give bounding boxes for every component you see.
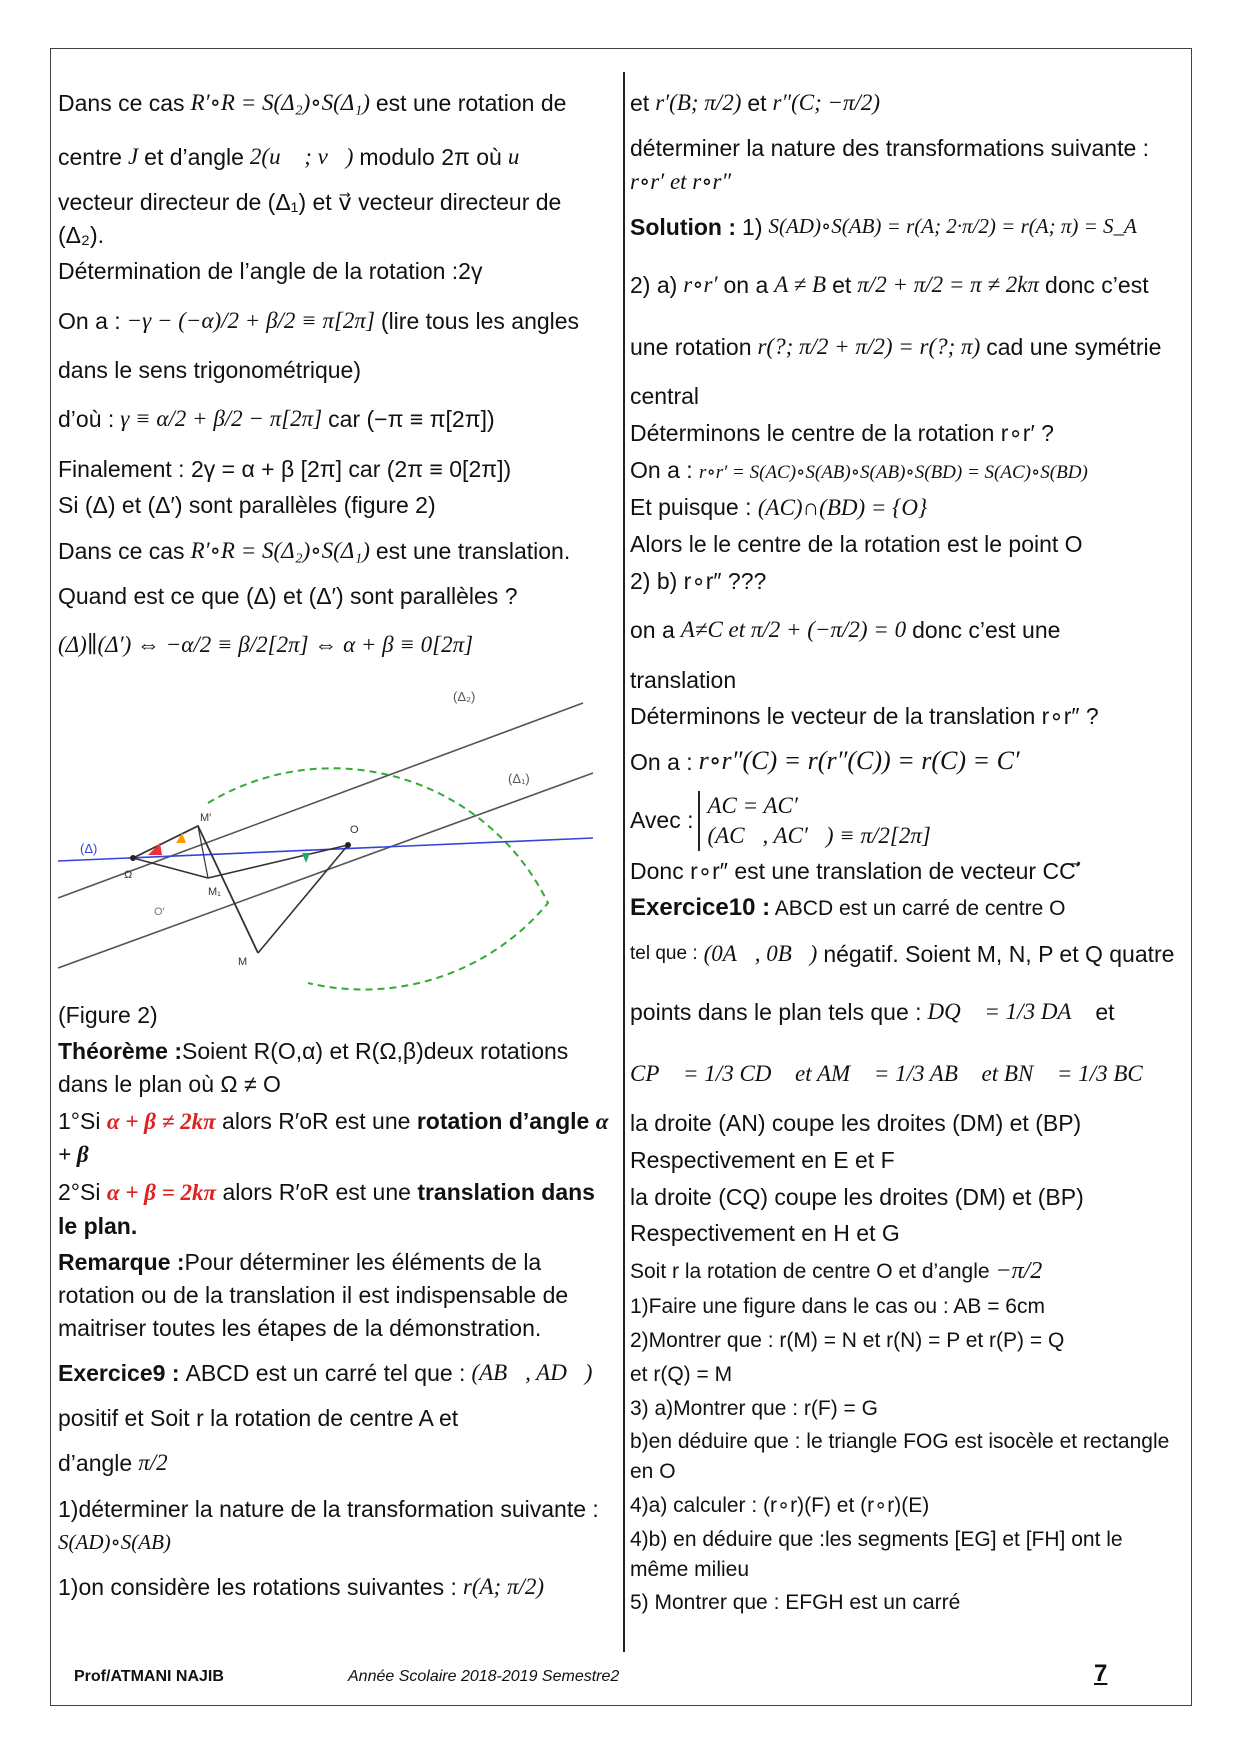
text: Et puisque : bbox=[630, 493, 758, 520]
left-p11: Quand est ce que (Δ) et (Δ′) sont parallèles ? bbox=[58, 582, 518, 609]
point-omega bbox=[130, 855, 136, 861]
text: alors R′oR est une bbox=[216, 1178, 418, 1205]
segment-m1-o bbox=[208, 845, 348, 878]
text: une rotation bbox=[630, 333, 752, 360]
text: et bbox=[832, 271, 852, 298]
math: −π/2 bbox=[995, 1258, 1043, 1285]
exercise9-p3 bbox=[58, 1439, 613, 1489]
exercise10-t8: Respectivement en H et G bbox=[630, 1220, 900, 1247]
math: (AC⃗, AC′⃗) ≡ π/2[2π] bbox=[707, 822, 931, 848]
text: 1) bbox=[742, 213, 763, 240]
sol-2a bbox=[630, 256, 1186, 314]
exercise10-q3: 3) a)Montrer que : r(F) = G bbox=[630, 1396, 878, 1420]
text: tel que : bbox=[630, 942, 698, 964]
text: (lire tous les angles bbox=[380, 307, 580, 334]
left-p4: Détermination de l’angle de la rotation :2γ bbox=[58, 258, 483, 285]
figure-2 bbox=[58, 683, 613, 993]
theorem-text: Soient R(O,α) et R(Ω,β)deux rotations dans le plan où Ω ≠ O bbox=[58, 1038, 569, 1097]
left-p6: dans le sens trigonométrique) bbox=[58, 356, 361, 383]
text: déterminer la nature des transformations suivante : bbox=[630, 135, 1150, 161]
solution-title: Solution : bbox=[630, 213, 737, 240]
text: est une translation. bbox=[375, 537, 571, 564]
left-column bbox=[58, 78, 613, 1616]
text: d’où : bbox=[58, 406, 115, 433]
text: On a : bbox=[58, 307, 121, 334]
math: S(AD)∘S(AB) bbox=[58, 1530, 171, 1555]
left-p7 bbox=[58, 391, 613, 449]
fig-caption: (Figure 2) bbox=[58, 1001, 158, 1028]
text: 2) a) bbox=[630, 271, 678, 298]
text: on a bbox=[630, 617, 675, 644]
point-o bbox=[345, 842, 351, 848]
text: 2°Si bbox=[58, 1178, 107, 1205]
theorem-case-1 bbox=[58, 1105, 613, 1172]
exercise10-t3 bbox=[630, 983, 1186, 1041]
exercise9-title: Exercice9 : bbox=[58, 1359, 180, 1386]
remark-title: Remarque : bbox=[58, 1249, 185, 1276]
exercise10-t9 bbox=[630, 1254, 1186, 1288]
sol-2a-2 bbox=[630, 318, 1186, 376]
segment-o-m bbox=[258, 845, 348, 953]
exercise10-t4: CP⃗ = 1/3 CD⃗ et AM⃗ = 1/3 AB⃗ et BN⃗ = 1/3 BC⃗ bbox=[630, 1061, 1161, 1087]
line-delta1 bbox=[58, 770, 593, 968]
text: donc c’est une bbox=[912, 617, 1061, 644]
math: S(AD)∘S(AB) = r(A; 2·π/2) = r(A; π) = S_A bbox=[768, 214, 1137, 239]
math: r∘r′ bbox=[683, 271, 718, 297]
math: u⃗ bbox=[507, 143, 538, 169]
text: ABCD est un carré de centre O bbox=[770, 897, 1066, 921]
system-brace bbox=[698, 791, 931, 851]
left-p10 bbox=[58, 526, 613, 576]
text: On a : bbox=[630, 456, 700, 483]
angle: α + β bbox=[58, 1108, 609, 1168]
text: on a bbox=[723, 271, 769, 298]
sol-2a-3: central bbox=[630, 383, 700, 410]
exercise10-t7: la droite (CQ) coupe les droites (DM) et (BP) bbox=[630, 1183, 1084, 1210]
remark bbox=[58, 1246, 613, 1344]
puisque bbox=[630, 491, 1186, 525]
label-o: O bbox=[350, 823, 359, 836]
label-m1: M₁ bbox=[208, 885, 221, 898]
math: r(A; π/2) bbox=[462, 1573, 545, 1599]
label-m: M bbox=[238, 955, 248, 968]
math: r″(C; −π/2) bbox=[772, 89, 881, 115]
det1: Déterminons le centre de la rotation r∘r′ ? bbox=[630, 419, 1054, 446]
donc: Donc r∘r″ est une translation de vecteur CC′⃗ bbox=[630, 857, 1081, 884]
text: On a : bbox=[630, 748, 693, 775]
label-omega: Ω bbox=[124, 868, 133, 881]
math: A≠C et π/2 + (−π/2) = 0 bbox=[680, 617, 907, 643]
math-composition: R′∘R = S(Δ₂)∘S(Δ₁) bbox=[190, 89, 370, 115]
condition: α + β = 2kπ bbox=[106, 1179, 217, 1205]
bold-text: translation dans le plan. bbox=[58, 1178, 595, 1239]
bold-text: rotation d’angle bbox=[416, 1107, 596, 1134]
exercise9-p2: positif et Soit r la rotation de centre A et bbox=[58, 1405, 459, 1432]
left-p5 bbox=[58, 292, 613, 350]
theorem bbox=[58, 1035, 613, 1100]
math: r∘r′ et r∘r″ bbox=[630, 168, 732, 194]
right-column bbox=[630, 78, 1186, 1622]
math: AC = AC′ bbox=[707, 792, 798, 818]
exercise9-q2 bbox=[58, 1562, 613, 1612]
page-number: 7 bbox=[1094, 1660, 1108, 1687]
math: r∘r″(C) = r(r″(C)) = r(C) = C′ bbox=[698, 746, 1020, 776]
footer-year: Année Scolaire 2018-2019 Semestre2 bbox=[348, 1668, 620, 1685]
exercise9 bbox=[58, 1348, 613, 1398]
text: points dans le plan tels que : bbox=[630, 999, 922, 1026]
math: γ ≡ α/2 + β/2 − π[2π] bbox=[120, 406, 323, 432]
text: et d’angle bbox=[144, 143, 244, 170]
text: Avec : bbox=[630, 807, 694, 834]
segment-omega-m1 bbox=[133, 858, 208, 878]
left-p3: vecteur directeur de (Δ₁) et v⃗ vecteur directeur de (Δ₂). bbox=[58, 189, 562, 248]
exercise10-q4a: 4)a) calculer : (r∘r)(F) et (r∘r)(E) bbox=[630, 1493, 930, 1517]
exercise10 bbox=[630, 891, 1186, 925]
label-mp: M′ bbox=[200, 811, 212, 824]
column-divider bbox=[623, 72, 625, 1652]
text: négatif. Soient M, N, P et Q quatre bbox=[823, 941, 1175, 968]
math: π/2 bbox=[138, 1450, 168, 1476]
math: −γ − (−α)/2 + β/2 ≡ π[2π] bbox=[126, 307, 375, 333]
exercise10-q2b: et r(Q) = M bbox=[630, 1362, 733, 1386]
math: r(?; π/2 + π/2) = r(?; π) bbox=[757, 333, 981, 359]
theorem-case-2 bbox=[58, 1176, 613, 1242]
math: (0A⃗, 0B⃗) bbox=[703, 941, 818, 967]
math: (AC)∩(BD) = {O} bbox=[757, 494, 928, 520]
left-p8: Finalement : 2γ = α + β [2π] car (2π ≡ 0[2π]) bbox=[58, 455, 512, 482]
right-r2 bbox=[630, 132, 1186, 198]
text: et bbox=[1095, 999, 1115, 1026]
exercise10-q3b: b)en déduire que : le triangle FOG est isocèle et rectangle en O bbox=[630, 1430, 1170, 1484]
line-delta2 bbox=[58, 703, 583, 898]
text: Dans ce cas bbox=[58, 89, 185, 116]
exercise10-q1: 1)Faire une figure dans le cas ou : AB = 6cm bbox=[630, 1295, 1045, 1319]
exercise10-title: Exercice10 : bbox=[630, 894, 771, 922]
translation-word: translation bbox=[630, 666, 737, 693]
footer bbox=[0, 1660, 1240, 1690]
text: 1°Si bbox=[58, 1107, 107, 1134]
text: est une rotation de bbox=[375, 89, 567, 116]
text: cad une symétrie bbox=[986, 333, 1162, 360]
det2: Déterminons le vecteur de la translation r∘r″ ? bbox=[630, 703, 1099, 730]
alors: Alors le le centre de la rotation est le point O bbox=[630, 531, 1083, 558]
angle-mark-green bbox=[302, 853, 310, 863]
text: car (−π ≡ π[2π]) bbox=[328, 406, 495, 433]
sol-2b: 2) b) r∘r″ ??? bbox=[630, 567, 767, 594]
avec bbox=[630, 791, 1186, 851]
exercise10-t2 bbox=[630, 929, 1186, 979]
condition: α + β ≠ 2kπ bbox=[106, 1108, 216, 1134]
text: 1)déterminer la nature de la transformation suivante : bbox=[58, 1495, 599, 1522]
label-op: O′ bbox=[154, 905, 165, 918]
left-p2 bbox=[58, 132, 613, 182]
label-delta2: (Δ₂) bbox=[453, 688, 476, 704]
left-p1 bbox=[58, 78, 613, 128]
text: alors R′oR est une bbox=[215, 1107, 417, 1134]
text: 1)on considère les rotations suivantes : bbox=[58, 1573, 457, 1600]
det2-eq bbox=[630, 737, 1186, 787]
math: A ≠ B bbox=[774, 271, 827, 297]
left-p9: Si (Δ) et (Δ′) sont parallèles (figure 2) bbox=[58, 492, 436, 519]
text: Soit r la rotation de centre O et d’angle bbox=[630, 1260, 996, 1284]
det1-eq bbox=[630, 454, 1186, 487]
text: et bbox=[747, 89, 767, 116]
math: r∘r′ = S(AC)∘S(AB)∘S(AB)∘S(BD) = S(AC)∘S(BD) bbox=[699, 461, 1088, 483]
exercise10-t6: Respectivement en E et F bbox=[630, 1147, 895, 1174]
label-delta: (Δ) bbox=[80, 840, 98, 856]
text: Dans ce cas bbox=[58, 537, 185, 564]
exercise10-q4b: 4)b) en déduire que :les segments [EG] et [FH] ont le même milieu bbox=[630, 1527, 1123, 1581]
math: r′(B; π/2) bbox=[655, 89, 742, 115]
text: d’angle bbox=[58, 1450, 133, 1477]
footer-author: Prof/ATMANI NAJIB bbox=[74, 1668, 224, 1685]
text: modulo 2π où bbox=[359, 143, 502, 170]
segment-mp-m1 bbox=[198, 826, 208, 878]
text: centre bbox=[58, 143, 122, 170]
math: DQ⃗ = 1/3 DA⃗ bbox=[927, 999, 1090, 1025]
remark-text: Pour déterminer les éléments de la rotation ou de la translation il est indispensable de maitriser toutes les étapes de la démonstration. bbox=[58, 1249, 569, 1341]
exercise10-q5: 5) Montrer que : EFGH est un carré bbox=[630, 1591, 961, 1615]
left-p12: (Δ)∥(Δ′) ⇔ −α/2 ≡ β/2[2π] ⇔ α + β ≡ 0[2π] bbox=[58, 632, 474, 658]
math: π/2 + π/2 = π ≠ 2kπ bbox=[857, 271, 1040, 297]
text: donc c’est bbox=[1045, 271, 1149, 298]
math: 2(u⃗ ; v⃗) bbox=[249, 143, 354, 169]
solution bbox=[630, 202, 1186, 252]
figure-2-svg bbox=[58, 683, 613, 993]
exercise10-t5: la droite (AN) coupe les droites (DM) et (BP) bbox=[630, 1110, 1082, 1137]
math: R′∘R = S(Δ₂)∘S(Δ₁) bbox=[190, 537, 370, 563]
exercise9-q1 bbox=[58, 1493, 613, 1558]
dashed-circle bbox=[208, 768, 548, 989]
math: J bbox=[127, 143, 139, 169]
sol-2b-2 bbox=[630, 602, 1186, 660]
text: et bbox=[630, 89, 650, 116]
theorem-title: Théorème : bbox=[58, 1038, 182, 1065]
right-r1 bbox=[630, 78, 1186, 128]
math: (AB⃗, AD⃗) bbox=[471, 1359, 593, 1385]
exercise10-q2: 2)Montrer que : r(M) = N et r(N) = P et r(P) = Q bbox=[630, 1328, 1065, 1352]
label-delta1: (Δ₁) bbox=[508, 770, 530, 786]
text: ABCD est un carré tel que : bbox=[185, 1359, 466, 1386]
